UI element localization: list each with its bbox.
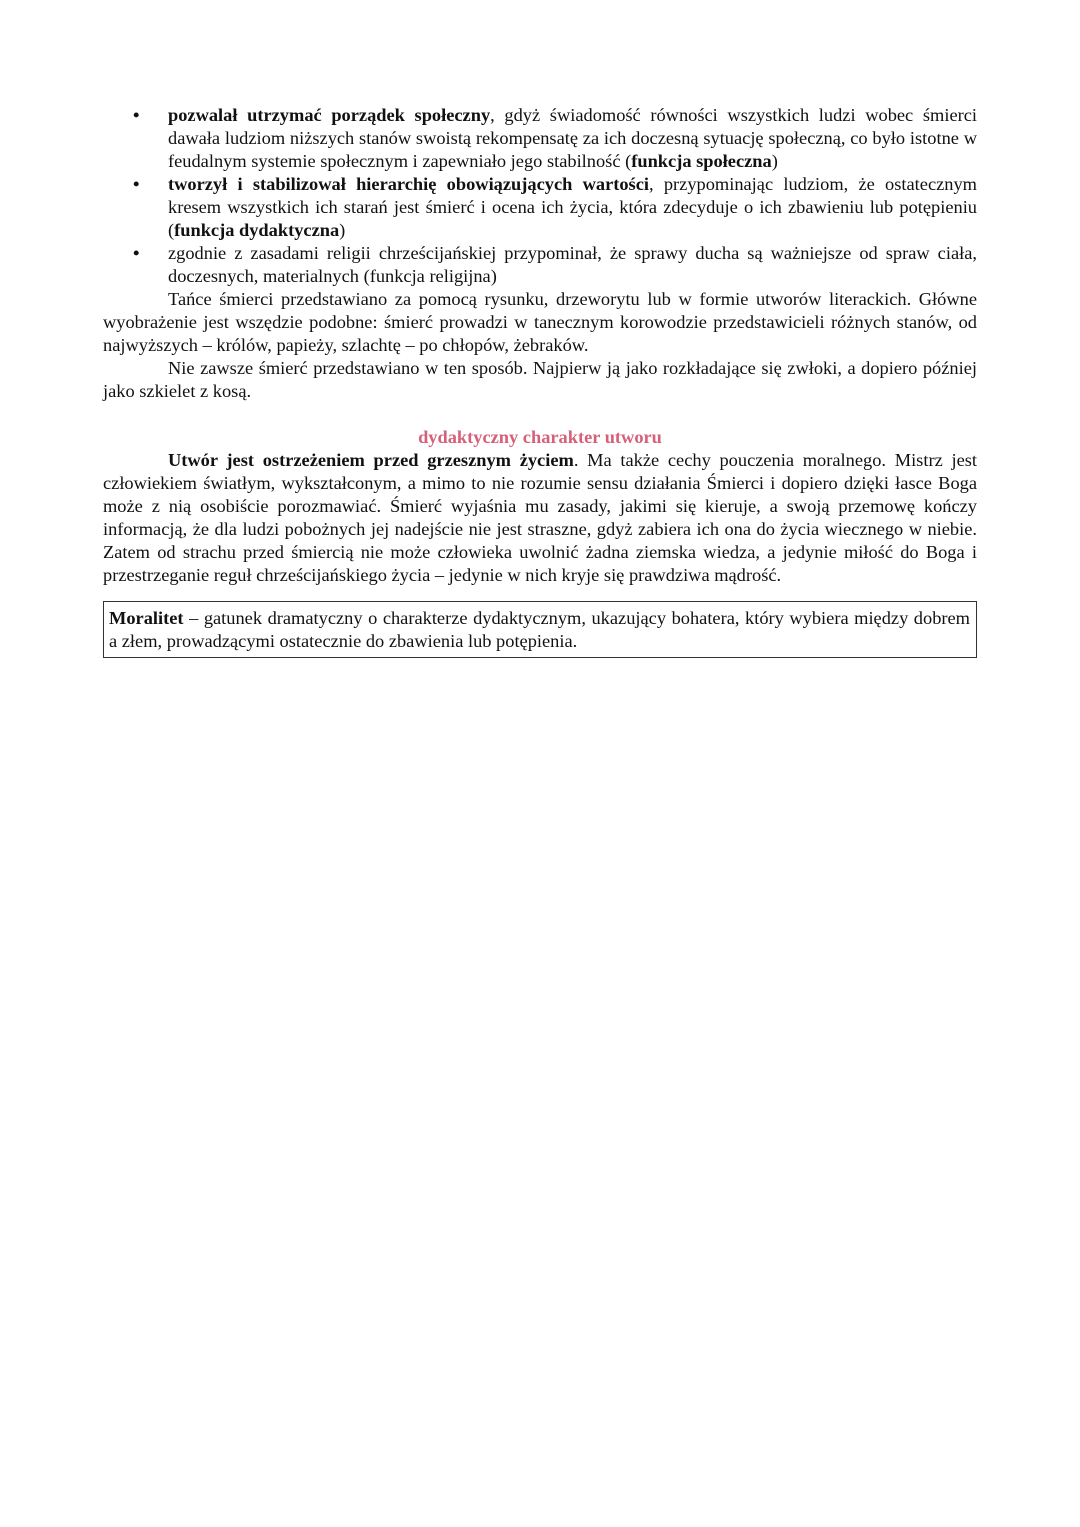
item-tail: ): [771, 151, 778, 171]
paragraph-depiction: Nie zawsze śmierć przedstawiano w ten sposób. Najpierw ją jako rozkładające się zwłoki, a dopiero później jako szkielet z kosą.: [103, 358, 977, 401]
functions-list: [103, 104, 977, 288]
spacer: [103, 403, 977, 426]
paragraph-dance-of-death: Tańce śmierci przedstawiano za pomocą rysunku, drzeworytu lub w formie utworów literackich. Główne wyobrażenie jest wszędzie podobne: śmierć prowadzi w tanecznym korowodzie przedstawicieli różnych stanów, od najwyższych – królów, papieży, szlachtę – po chłopów, żebraków.: [103, 289, 977, 355]
definition-text: [109, 607, 970, 653]
list-item: [103, 173, 977, 242]
item-text: zgodnie z zasadami religii chrześcijańskiej przypominał, że sprawy ducha są ważniejsze od spraw ciała, doczesnych, materialnych (funkcja religijna): [168, 243, 977, 286]
item-tail: ): [339, 220, 346, 240]
list-item: [103, 104, 977, 173]
item-function-tag: funkcja dydaktyczna: [174, 220, 340, 240]
bullet-icon: •: [133, 243, 140, 263]
paragraph-didactic: [103, 449, 977, 587]
bullet-icon: •: [133, 174, 140, 194]
section-heading: dydaktyczny charakter utworu: [418, 427, 662, 447]
definition-body: – gatunek dramatyczny o charakterze dydaktycznym, ukazujący bohatera, który wybiera między dobrem a złem, prowadzącymi ostatecznie do zbawienia lub potępienia.: [109, 608, 970, 651]
list-item: [103, 242, 977, 288]
item-text: , gdyż świadomość równości wszystkich ludzi wobec śmierci dawała ludziom niższych stanów swoistą rekompensatę za ich doczesną sytuację społeczną, co było istotne w feudalnym systemie społecznym i zapewniało jego stabilność (: [168, 105, 977, 171]
item-bold-lead: tworzył i stabilizował hierarchię obowiązujących wartości: [168, 174, 649, 194]
bullet-icon: •: [133, 105, 140, 125]
definition-box: [103, 601, 977, 658]
document-page: [103, 104, 977, 658]
paragraph-bold-lead: Utwór jest ostrzeżeniem przed grzesznym życiem: [168, 450, 574, 470]
item-text: , przypominając ludziom, że ostatecznym kresem wszystkich ich starań jest śmierć i ocena ich życia, która zdecyduje o ich zbawieniu lub potępieniu (: [168, 174, 977, 240]
paragraph-body: . Ma także cechy pouczenia moralnego. Mistrz jest człowiekiem światłym, wykształconym, a mimo to nie rozumie sensu działania Śmierci i dopiero dzięki łasce Boga może z nią osobiście porozmawiać. Śmierć wyjaśnia mu zasady, jakimi się kieruje, a swoją przemowę kończy informacją, że dla ludzi pobożnych jej nadejście nie jest straszne, gdyż zabiera ich ona do życia wiecznego w niebie. Zatem od strachu przed śmiercią nie może człowieka uwolnić żadna ziemska wiedza, a jedynie miłość do Boga i przestrzeganie reguł chrześcijańskiego życia – jedynie w nich kryje się prawdziwa mądrość.: [103, 450, 977, 585]
item-bold-lead: pozwalał utrzymać porządek społeczny: [168, 105, 491, 125]
item-function-tag: funkcja społeczna: [631, 151, 772, 171]
definition-term: Moralitet: [109, 608, 184, 628]
